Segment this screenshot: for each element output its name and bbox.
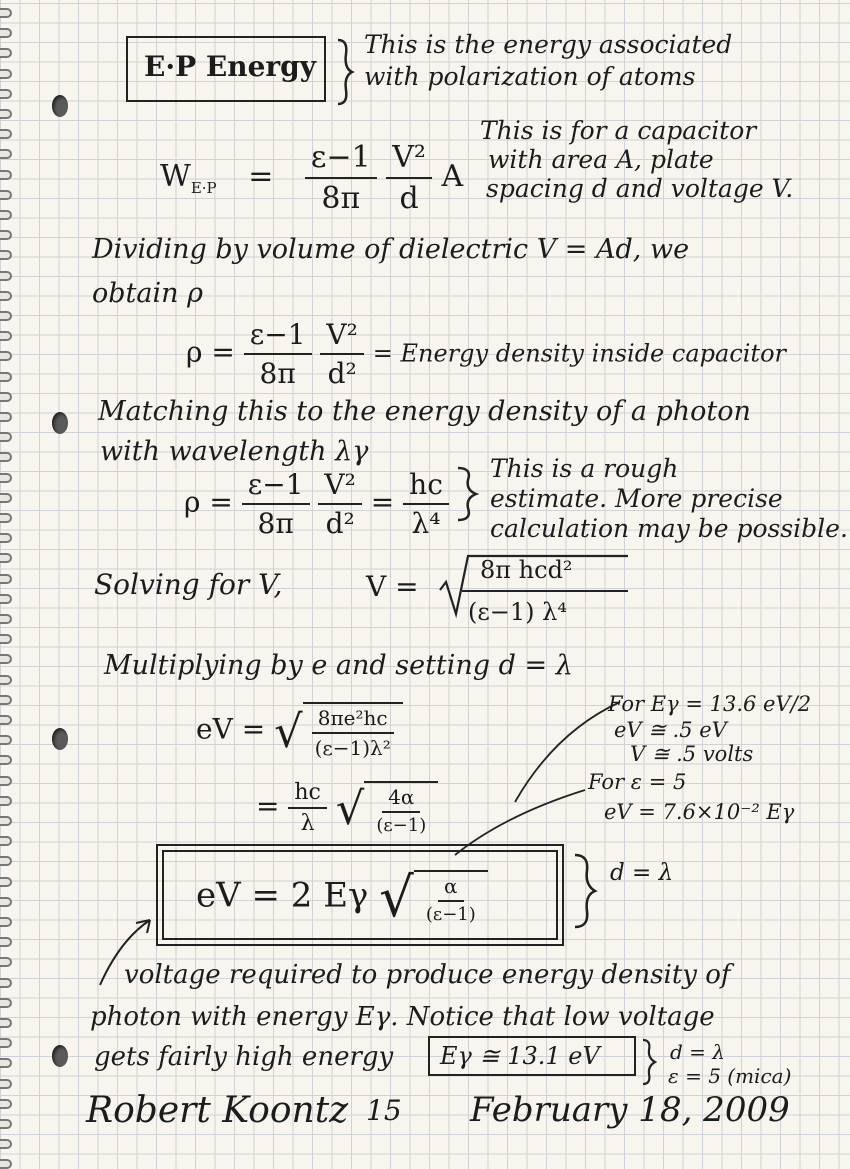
boxed-sqrt	[379, 866, 488, 929]
title-text: E·P Energy	[144, 50, 317, 83]
sqrt-symbol: √	[274, 704, 303, 758]
rough-note-1: This is a rough	[490, 454, 679, 483]
ev1-lhs: eV =	[196, 712, 266, 746]
voltage-line-2: photon with energy Eγ. Notice that low voltage	[90, 1002, 715, 1032]
rho2-hc-den: λ⁴	[411, 507, 441, 540]
matching-line-2: with wavelength λγ	[100, 436, 369, 467]
boxed-den: (ε−1)	[425, 904, 476, 925]
d-equals-lambda: d = λ	[610, 860, 674, 886]
ev2-under	[364, 781, 438, 836]
title-note-line-1: This is the energy associated	[364, 30, 733, 59]
ev2-sqrt	[336, 781, 438, 836]
rho-lhs: ρ =	[186, 335, 235, 369]
w-v-den: d	[399, 181, 419, 216]
w-tail: A	[441, 159, 464, 194]
boxed-num: α	[438, 874, 464, 902]
ev1-num: 8πe²hc	[312, 706, 394, 734]
side-note-1: For Eγ = 13.6 eV/2	[608, 692, 812, 716]
rho-frac-epsilon	[244, 318, 312, 390]
boxed-under	[414, 870, 488, 925]
title-note-line-2: with polarization of atoms	[364, 62, 696, 91]
ev1-sqrt	[274, 702, 403, 760]
solving-num: 8π hcd²	[480, 556, 573, 584]
title-brace	[338, 40, 352, 104]
voltage-line-3: gets fairly high energy	[94, 1042, 394, 1072]
ev2-frac-hc	[288, 780, 327, 836]
ev2-den: λ	[300, 811, 315, 836]
rho-frac-num: ε−1	[244, 318, 312, 355]
small-box-brace	[643, 1040, 655, 1084]
w-frac-num: ε−1	[305, 140, 377, 179]
rho2-hc-num: hc	[403, 468, 449, 505]
side-note-2: eV ≅ .5 eV	[614, 718, 727, 742]
rho2-v-den: d²	[325, 507, 355, 540]
page-number: 15	[366, 1094, 402, 1127]
w-v-num: V²	[386, 140, 432, 179]
signature-date: February 18, 2009	[470, 1090, 790, 1130]
ev1-frac	[309, 706, 397, 760]
voltage-line-1: voltage required to produce energy density of	[124, 960, 731, 990]
side-note-4: For ε = 5	[588, 770, 687, 794]
w-lhs-sub: E·P	[190, 179, 217, 197]
ev1-den: (ε−1)λ²	[314, 736, 391, 760]
w-frac-den: 8π	[321, 181, 361, 216]
ev2-lhs: =	[256, 789, 280, 823]
ev-equation-2	[256, 780, 438, 836]
rho-tail: = Energy density inside capacitor	[372, 339, 786, 368]
rho-equation-2	[184, 468, 449, 540]
capacitor-note-2: with area A, plate	[488, 145, 714, 174]
signature-name: Robert Koontz	[86, 1090, 349, 1131]
rho-v-num: V²	[320, 318, 363, 355]
rho2-frac-num: ε−1	[242, 468, 310, 505]
boxed-eq-brace	[575, 855, 595, 927]
rough-note-brace	[458, 468, 476, 520]
w-equals: =	[248, 159, 274, 194]
rho2-equals: =	[370, 485, 395, 519]
w-frac-epsilon	[305, 140, 377, 216]
w-equation	[160, 140, 463, 216]
solving-text: Solving for V,	[94, 568, 283, 601]
w-lhs: W	[160, 159, 191, 194]
ev-equation-1	[196, 702, 403, 760]
small-result-box	[428, 1036, 636, 1076]
matching-line-1: Matching this to the energy density of a photon	[98, 396, 751, 427]
sqrt-symbol: √	[379, 866, 414, 929]
ev2-rden: (ε−1)	[376, 814, 427, 836]
capacitor-note-3: spacing d and voltage V.	[486, 174, 794, 203]
title-box	[126, 36, 326, 102]
rho2-frac-hc	[403, 468, 449, 540]
boxed-equation	[196, 866, 488, 929]
ev2-rnum: 4α	[382, 785, 420, 813]
side-note-3: V ≅ .5 volts	[630, 742, 754, 766]
rho2-frac-epsilon	[242, 468, 310, 540]
solving-den: (ε−1) λ⁴	[468, 598, 567, 626]
multiplying-text: Multiplying by e and setting d = λ	[104, 650, 573, 681]
w-frac-v	[386, 140, 432, 216]
ev2-num: hc	[288, 780, 327, 809]
dividing-line-2: obtain ρ	[92, 278, 203, 309]
rho-frac-v	[320, 318, 363, 390]
ev2-frac-alpha	[370, 785, 432, 836]
rough-note-3: calculation may be possible.	[490, 514, 848, 543]
rho2-frac-den: 8π	[257, 507, 294, 540]
rough-note-2: estimate. More precise	[490, 484, 783, 513]
sqrt-symbol: √	[335, 781, 365, 835]
side-note-5: eV = 7.6×10⁻² Eγ	[604, 800, 795, 824]
dividing-line-1: Dividing by volume of dielectric V = Ad, we	[92, 234, 690, 265]
small-box-text: Eγ ≅ 13.1 eV	[440, 1042, 600, 1070]
small-note-2: ε = 5 (mica)	[668, 1064, 792, 1088]
boxed-lhs: eV = 2 Eγ	[196, 875, 369, 916]
rho2-frac-v	[318, 468, 361, 540]
solving-lhs: V =	[366, 570, 419, 603]
rho-equation	[186, 318, 786, 390]
small-note-1: d = λ	[670, 1040, 725, 1064]
rho-v-den: d²	[327, 357, 357, 390]
rho-frac-den: 8π	[259, 357, 296, 390]
boxed-frac	[420, 874, 482, 925]
rho2-lhs: ρ =	[184, 485, 233, 519]
rho2-v-num: V²	[318, 468, 361, 505]
solving-fraction-bar	[462, 590, 628, 592]
capacitor-note-1: This is for a capacitor	[480, 116, 757, 145]
ev1-under	[303, 702, 403, 760]
